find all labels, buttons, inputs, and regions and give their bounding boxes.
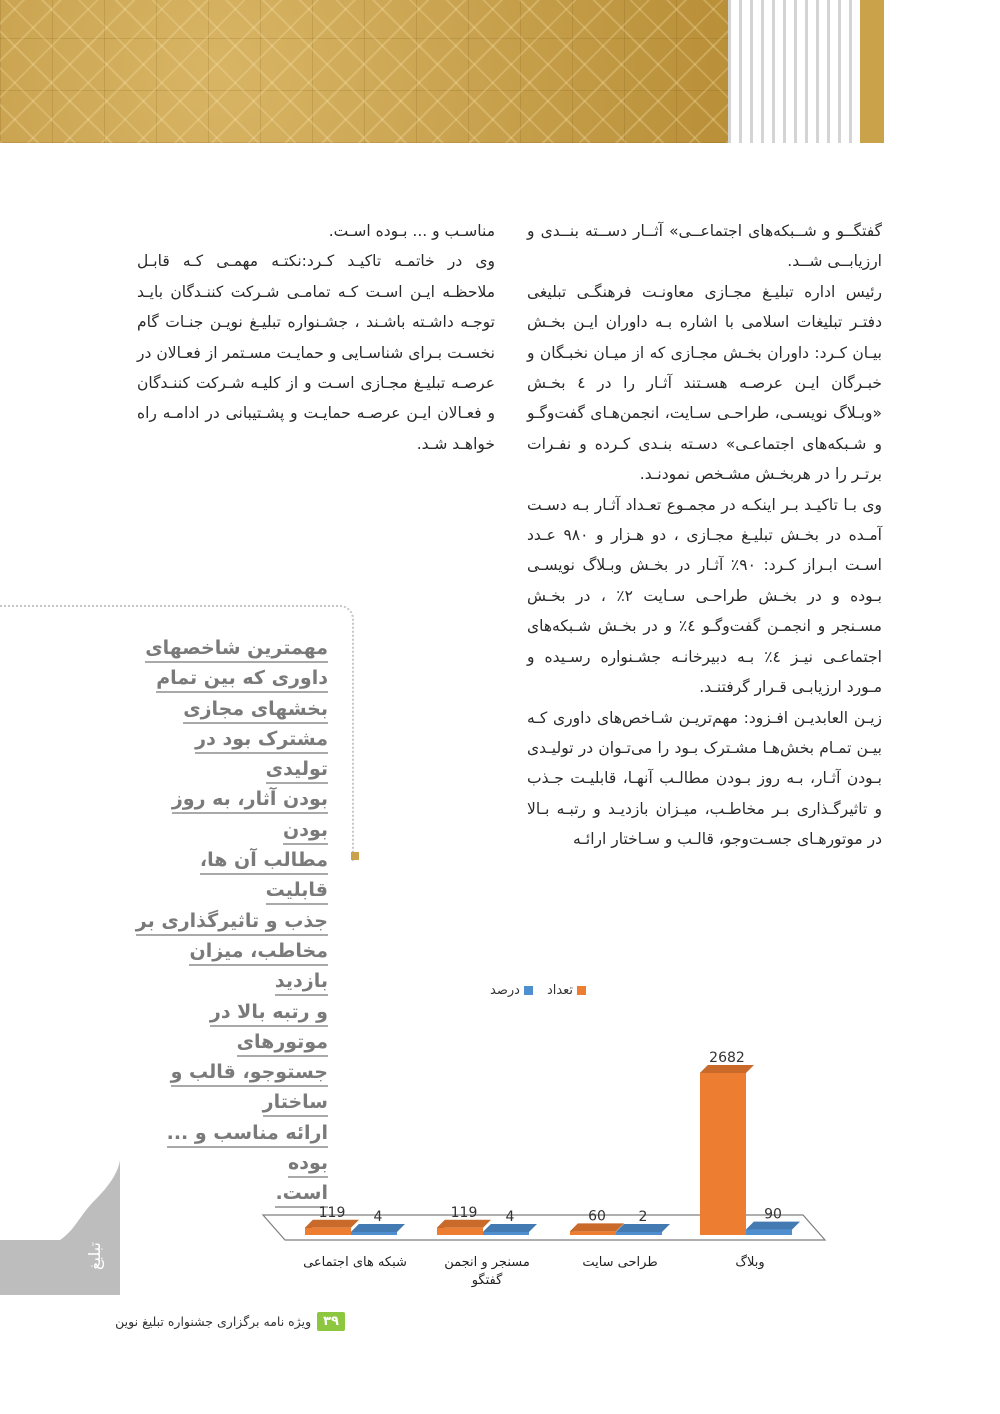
bar-top [700,1065,754,1073]
pull-quote-line: داوری که بین تمام [156,667,328,693]
side-emblem [0,1160,120,1295]
data-label: 60 [588,1208,606,1225]
legend-swatch-count [577,986,586,995]
bar-top [483,1224,537,1232]
footer-title: ویژه نامه برگزاری جشنواره تبلیغ نوین [115,1313,312,1329]
bar [746,1230,792,1235]
pull-quote-line: مهمترین شاخصهای [145,637,328,663]
bar [437,1228,483,1235]
pull-quote-line: ارائه مناسب و ... بوده [167,1122,328,1178]
article-column-right [527,216,882,855]
header-gold-bar [860,0,884,143]
paragraph: وی در خاتمـه تاکیـد کـرد:نکتـه مهمـی کـه قابـل ملاحظـه ایـن اسـت کـه تمامـی شـرکت کننـدگان بایـد توجـه داشـته باشـند ، جشـنواره تبلیـغ نویـن جنـات گام نخسـت بـرای شناسـایی و حمایـت مسـتمر از فعـالان در عرصـه تبلیـغ مجـازی اسـت و از کلیـه شـرکت کننـدگان و فعـالان ایـن عرصـه حمایـت و پشـتیبانی در ادامـه راه خواهـد شـد. [137,252,495,453]
pull-quote-line: و رتبه بالا در موتورهای [210,1001,328,1057]
bar [483,1232,529,1235]
data-label: 4 [373,1209,383,1225]
bar-top [616,1224,670,1232]
data-label: 2 [638,1209,648,1225]
legend-label-count: تعداد [546,983,574,998]
pull-quote-line: بخشهای مجازی [183,698,328,724]
bar-top [437,1220,491,1228]
bar-top [305,1220,359,1228]
paragraph: مناسـب و ... بـوده اسـت. [328,222,495,240]
paragraph: وی بـا تاکیـد بـر اینکـه در مجمـوع تعـداد آثـار بـه دسـت آمـده در بخـش تبلیـغ مجـازی ، دو هـزار و ٩٨٠ عـدد اسـت ابـراز کـرد: ٩٠٪ آثـار در بخـش وبـلاگ نویسـی بـوده و در بخـش طراحـی سـایت ٢٪ ، در بخـش مسـنجر و انجمـن گفت‌وگـو ٤٪ و در بخـش شـبکه‌های اجتماعـی نیـز ٤٪ بـه دبیرخانـه جشـنواره رسـیده و مـورد ارزیابـی قـرار گرفتنـد. [527,495,882,697]
pull-quote-line: مشترک بود در تولیدی [195,728,328,784]
paragraph: زیـن العابدیـن افـزود: مهم‌تریـن شـاخص‌های داوری کـه بیـن تمـام بخش‌هـا مشـترک بـود را می‌تـوان در تولیـدی بـودن آثـار، بـه روز بـودن مطالـب آنهـا، قابلیـت جـذب و تاثیرگـذاری بـر مخاطـب، میـزان بازدیـد و رتبـه بـالا در موتورهـای جسـت‌وجو، قالـب و سـاختار ارائـه [527,708,882,849]
paragraph: گفتگــو و شــبکه‌های اجتماعــی» آثــار دســته بنــدی و ارزیابــی شــد. [527,222,882,271]
category-label: طراحی سایت [582,1255,658,1270]
pull-quote-line: مخاطب، میزان بازدید [189,940,328,996]
category-label: شبکه های اجتماعی [303,1255,407,1270]
bar-top [351,1224,405,1232]
page-footer [95,1308,345,1334]
article-column-left [137,216,495,459]
chart-legend [490,983,586,998]
pull-quote-line: است. [275,1182,328,1208]
bar [305,1228,351,1235]
legend-swatch-percent [524,986,533,995]
legend-item-percent [490,983,533,998]
side-emblem-shape [0,1160,120,1295]
category-label: مسنجر و انجمن [444,1255,530,1270]
bar [351,1232,397,1235]
category-label: گفتگو [471,1273,503,1288]
side-emblem-mark: تبلیغ [85,1242,104,1270]
pull-quote-line: جذب و تاثیرگذاری بر [136,910,328,936]
bar [616,1232,662,1235]
data-label: 119 [450,1204,478,1221]
legend-item-count [547,983,586,998]
bar-chart [255,1030,845,1300]
header-stripes [728,0,860,143]
paragraph: رئیس اداره تبلیـغ مجـازی معاونـت فرهنگـی تبلیغی دفتـر تبلیغات اسلامی با اشاره بـه داوران ایـن بخـش بیـان کـرد: داوران بخـش مجـازی که از میـان نخبـگان و خبـرگان ایـن عرصـه هسـتند آثـار را در ٤ بخـش «وبـلاگ نویسـی، طراحـی سـایت، انجمن‌هـای گفت‌وگـو و شـبکه‌های اجتماعـی» دسـته بنـدی کـرده و نفـرات برتـر را در هربخـش مشـخص نمودنـد. [527,282,882,484]
bar-top [746,1222,800,1230]
header-pattern-banner [0,0,728,143]
pull-quote-line: بودن آثار، به روز بودن [172,788,328,844]
data-label: 119 [318,1204,346,1221]
page-number: ۳۹ [317,1312,345,1331]
data-label: 90 [764,1206,782,1223]
category-label: وبلاگ [735,1255,765,1270]
pull-quote-line: مطالب آن ها، قابلیت [200,849,328,905]
bar [700,1073,746,1235]
data-label: 4 [505,1209,515,1225]
bar-top [570,1223,624,1231]
pull-quote-dot [351,852,359,860]
bar [570,1231,616,1235]
legend-label-percent: درصد [490,983,520,998]
data-label: 2682 [709,1050,745,1066]
pull-quote-line: جستوجو، قالب و ساختار [171,1061,328,1117]
